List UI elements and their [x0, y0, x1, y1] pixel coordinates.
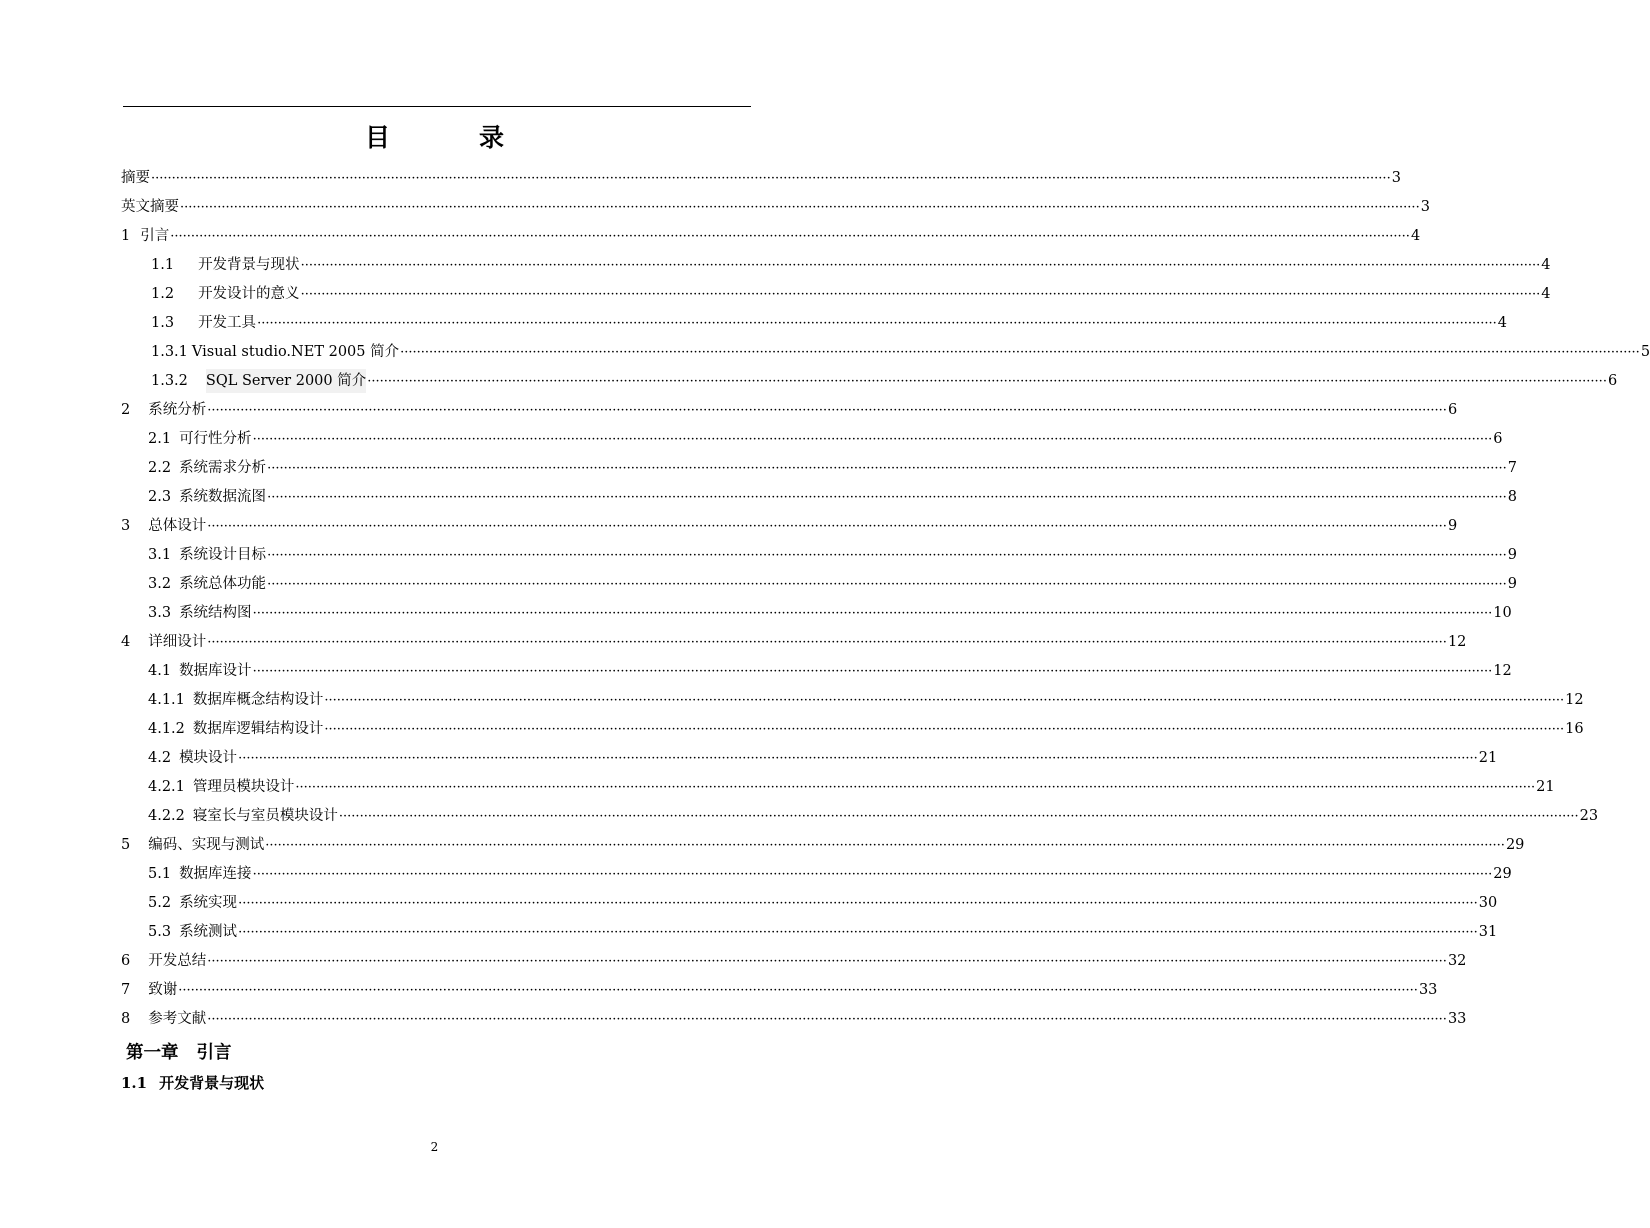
toc-entry-number: 5.2 [148, 895, 172, 911]
toc-entry[interactable] [148, 920, 1498, 944]
toc-entry-label: 致谢 [148, 982, 178, 998]
toc-entry[interactable] [121, 166, 1401, 190]
toc-entry-page: 9 [1507, 547, 1517, 563]
toc-dot-leader: ············································································································································································································································································································ [178, 983, 1418, 998]
toc-entry-label: 可行性分析 [179, 431, 252, 447]
toc-entry[interactable] [121, 833, 1525, 857]
toc-entry-page: 33 [1418, 982, 1438, 998]
toc-entry[interactable] [151, 282, 1551, 306]
toc-dot-leader: ············································································································································································································································································································ [265, 838, 1505, 853]
toc-entry-page: 9 [1447, 518, 1458, 534]
toc-entry[interactable] [121, 398, 1458, 422]
toc-entry-number: 4.2.1 [148, 779, 185, 795]
toc-entry-page: 29 [1493, 866, 1512, 882]
page-number: 2 [430, 1140, 439, 1154]
toc-entry[interactable] [121, 514, 1458, 538]
toc-entry-label: 引言 [140, 228, 170, 244]
toc-entry-number: 4.1.1 [148, 692, 185, 708]
toc-entry-label: 数据库设计 [179, 663, 252, 679]
toc-entry-number: 4.2 [148, 750, 172, 766]
toc-entry-label: 数据库连接 [179, 866, 252, 882]
toc-entry-page: 12 [1493, 663, 1512, 679]
toc-entry[interactable] [148, 891, 1498, 915]
toc-entry[interactable] [121, 949, 1467, 973]
toc-entry-label: 数据库概念结构设计 [192, 692, 324, 708]
toc-entry-label: 模块设计 [179, 750, 238, 766]
toc-dot-leader: ············································································································································································································································································································ [207, 954, 1447, 969]
toc-entry-label: 系统实现 [179, 895, 238, 911]
toc-dot-leader: ············································································································································································································································································································ [400, 345, 1640, 360]
toc-entry-label: 英文摘要 [121, 199, 179, 215]
toc-entry[interactable] [148, 717, 1584, 741]
toc-dot-leader: ············································································································································································································································································································ [238, 896, 1478, 911]
toc-entry-page: 6 [1447, 402, 1458, 418]
toc-entry-label: 详细设计 [148, 634, 207, 650]
toc-entry-number: 1 [121, 228, 131, 244]
toc-entry-page: 8 [1507, 489, 1517, 505]
toc-entry-number: 4.1 [148, 663, 172, 679]
chapter-heading [126, 1040, 232, 1066]
toc-dot-leader: ············································································································································································································································································································ [252, 664, 1493, 679]
toc-entry-number: 3 [121, 518, 131, 534]
section-title: 开发背景与现状 [159, 1074, 265, 1092]
toc-title: 目 录 [364, 123, 536, 152]
toc-entry-page: 4 [1497, 315, 1507, 331]
toc-entry-page: 12 [1447, 634, 1467, 650]
toc-entry-label: 参考文献 [148, 1011, 207, 1027]
toc-entry-page: 6 [1493, 431, 1503, 447]
toc-entry-page: 4 [1541, 286, 1551, 302]
toc-dot-leader: ············································································································································································································································································································ [267, 490, 1507, 505]
toc-entry-page: 3 [1391, 170, 1401, 186]
toc-entry-label: 总体设计 [148, 518, 207, 534]
toc-dot-leader: ············································································································································································································································································································ [295, 780, 1536, 795]
toc-entry-page: 10 [1493, 605, 1512, 621]
toc-entry-label: 摘要 [121, 170, 150, 186]
toc-dot-leader: ············································································································································································································································································································ [367, 374, 1607, 389]
toc-entry-page: 32 [1447, 953, 1467, 969]
chapter-number: 第一章 [126, 1043, 179, 1063]
toc-entry[interactable] [148, 804, 1599, 828]
toc-entry-page: 3 [1420, 199, 1430, 215]
toc-dot-leader: ············································································································································································································································································································ [267, 577, 1507, 592]
toc-dot-leader: ············································································································································································································································································································ [252, 606, 1493, 621]
toc-entry[interactable] [148, 688, 1584, 712]
toc-dot-leader: ············································································································································································································································································································ [252, 867, 1493, 882]
toc-entry[interactable] [151, 253, 1551, 277]
toc-entry-label: 系统需求分析 [179, 460, 267, 476]
toc-dot-leader: ············································································································································································································································································································ [267, 461, 1507, 476]
toc-entry-number: 5 [121, 837, 131, 853]
toc-entry-page: 31 [1478, 924, 1498, 940]
toc-entry-page: 4 [1410, 228, 1421, 244]
toc-entry[interactable] [148, 862, 1512, 886]
toc-entry-page: 5 [1640, 344, 1650, 360]
toc-entry[interactable] [148, 543, 1517, 567]
toc-entry-number: 1.3 [151, 315, 175, 331]
toc-entry-label: Visual studio.NET 2005 简介 [191, 344, 400, 360]
toc-entry-page: 23 [1579, 808, 1599, 824]
toc-entry-number: 1.1 [151, 257, 175, 273]
toc-entry-number: 4 [121, 634, 131, 650]
toc-entry-number: 7 [121, 982, 131, 998]
toc-entry[interactable] [121, 978, 1438, 1002]
toc-dot-leader: ············································································································································································································································································································ [207, 635, 1447, 650]
toc-dot-leader: ············································································································································································································································································································ [238, 751, 1478, 766]
toc-entry-number: 2.3 [148, 489, 172, 505]
toc-entry[interactable] [151, 340, 1650, 364]
toc-entry-page: 21 [1536, 779, 1555, 795]
toc-dot-leader: ············································································································································································································································································································ [180, 200, 1420, 215]
toc-entry-number: 3.3 [148, 605, 172, 621]
toc-entry-label: SQL Server 2000 简介 [206, 369, 366, 393]
toc-entry-number: 3.2 [148, 576, 172, 592]
toc-entry[interactable] [148, 456, 1517, 480]
toc-entry[interactable] [148, 775, 1555, 799]
toc-entry-number: 8 [121, 1011, 131, 1027]
toc-entry-label: 系统总体功能 [179, 576, 267, 592]
toc-entry-page: 6 [1607, 373, 1618, 389]
toc-entry-label: 数据库逻辑结构设计 [192, 721, 324, 737]
toc-dot-leader: ············································································································································································································································································································ [170, 229, 1410, 244]
toc-dot-leader: ············································································································································································································································································································ [238, 925, 1478, 940]
toc-entry-number: 1.2 [151, 286, 175, 302]
toc-dot-leader: ············································································································································································································································································································ [300, 287, 1541, 302]
header-rule [123, 106, 751, 107]
toc-entry-label: 系统结构图 [179, 605, 252, 621]
toc-entry-number: 5.3 [148, 924, 172, 940]
toc-entry[interactable] [151, 311, 1507, 335]
toc-entry[interactable] [148, 572, 1517, 596]
toc-entry-label: 开发设计的意义 [198, 286, 300, 302]
toc-dot-leader: ············································································································································································································································································································ [267, 548, 1507, 563]
toc-entry-label: 系统分析 [148, 402, 207, 418]
toc-entry-label: 开发工具 [198, 315, 257, 331]
toc-entry-number: 2.2 [148, 460, 172, 476]
toc-entry-number: 2 [121, 402, 131, 418]
toc-entry-page: 21 [1478, 750, 1498, 766]
toc-entry-number: 4.2.2 [148, 808, 185, 824]
toc-entry-page: 29 [1505, 837, 1525, 853]
toc-dot-leader: ············································································································································································································································································································ [324, 722, 1565, 737]
toc-entry-label: 系统设计目标 [179, 547, 267, 563]
toc-dot-leader: ············································································································································································································································································································ [338, 809, 1579, 824]
section-heading [121, 1071, 264, 1095]
toc-dot-leader: ············································································································································································································································································································ [252, 432, 1493, 447]
toc-entry-number: 5.1 [148, 866, 172, 882]
toc-entry-label: 开发背景与现状 [198, 257, 300, 273]
toc-entry[interactable] [148, 485, 1517, 509]
toc-entry-page: 4 [1541, 257, 1551, 273]
toc-entry-number: 1.3.2 [151, 373, 188, 389]
toc-entry[interactable] [148, 746, 1498, 770]
toc-entry-label: 管理员模块设计 [192, 779, 295, 795]
toc-entry-page: 7 [1507, 460, 1517, 476]
toc-entry-page: 33 [1447, 1011, 1467, 1027]
chapter-title: 引言 [196, 1043, 232, 1063]
toc-entry-page: 30 [1478, 895, 1498, 911]
toc-entry-label: 寝室长与室员模块设计 [192, 808, 338, 824]
toc-entry-label: 系统数据流图 [179, 489, 267, 505]
toc-entry[interactable] [151, 369, 1618, 393]
toc-entry-label: 开发总结 [148, 953, 207, 969]
toc-entry[interactable] [121, 195, 1430, 219]
toc-entry[interactable] [121, 630, 1467, 654]
toc-entry-number: 1.3.1 [151, 344, 188, 360]
toc-dot-leader: ············································································································································································································································································································ [151, 171, 1391, 186]
toc-entry-label: 系统测试 [179, 924, 238, 940]
toc-entry[interactable] [148, 427, 1503, 451]
toc-dot-leader: ············································································································································································································································································································ [207, 519, 1447, 534]
toc-entry-page: 16 [1565, 721, 1584, 737]
toc-entry-number: 6 [121, 953, 131, 969]
section-number: 1.1 [121, 1074, 148, 1092]
toc-dot-leader: ············································································································································································································································································································ [207, 1012, 1447, 1027]
toc-dot-leader: ············································································································································································································································································································ [207, 403, 1447, 418]
toc-dot-leader: ············································································································································································································································································································ [300, 258, 1541, 273]
toc-entry[interactable] [121, 1007, 1467, 1031]
toc-dot-leader: ············································································································································································································································································································ [324, 693, 1565, 708]
toc-entry-number: 3.1 [148, 547, 172, 563]
toc-entry[interactable] [121, 224, 1421, 248]
toc-entry[interactable] [148, 659, 1512, 683]
toc-entry-number: 2.1 [148, 431, 172, 447]
toc-entry[interactable] [148, 601, 1512, 625]
toc-entry-number: 4.1.2 [148, 721, 185, 737]
toc-entry-page: 9 [1507, 576, 1517, 592]
toc-dot-leader: ············································································································································································································································································································ [257, 316, 1497, 331]
toc-entry-label: 编码、实现与测试 [148, 837, 265, 853]
toc-entry-page: 12 [1565, 692, 1584, 708]
